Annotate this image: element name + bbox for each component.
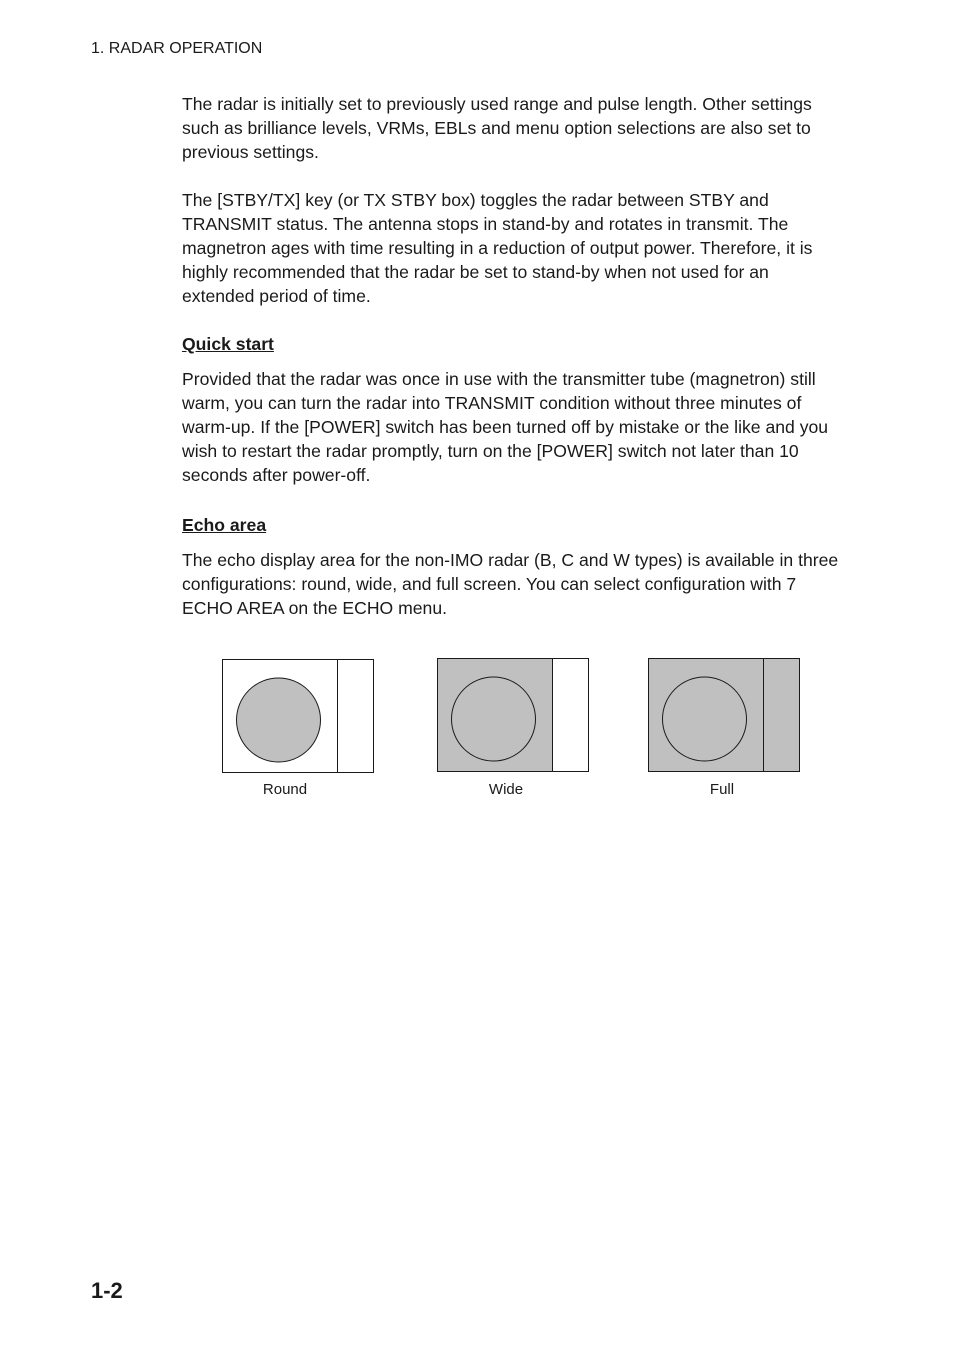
round-label: Round (262, 781, 308, 798)
full-label: Full (709, 781, 735, 798)
echo-area-paragraph: The echo display area for the non-IMO radar (B, C and W types) is available in three configurations: round, wide, and full screen. You can select configuration with 7 ECHO AREA on the ECHO menu. (182, 550, 839, 618)
wide-label: Wide (488, 781, 524, 798)
quick-start-paragraph: Provided that the radar was once in use with the transmitter tube (magnetron) still warm, you can turn the radar into TRANSMIT condition without three minutes of warm-up. If the [POWER] switch has been turned off by mistake or the like and you wish to restart the radar promptly, turn on the [POWER] switch not later than 10 seconds after power-off. (182, 369, 829, 485)
round-echo-circle (237, 678, 321, 762)
running-head: 1. RADAR OPERATION (91, 40, 263, 57)
intro-paragraph: The radar is initially set to previously used range and pulse length. Other settings such as brilliance levels, VRMs, EBLs and menu option selections are also set to previous settings. (182, 94, 812, 162)
page-number: 1-2 (91, 1278, 123, 1303)
round-diagram (223, 660, 374, 773)
stby-tx-paragraph: The [STBY/TX] key (or TX STBY box) toggles the radar between STBY and TRANSMIT status. The antenna stops in stand-by and rotates in transmit. The magnetron ages with time resulting in a reduction of output power. Therefore, it is highly recommended that the radar be set to stand-by when not used for an extended period of time. (182, 190, 813, 306)
wide-diagram (438, 659, 589, 772)
full-echo-circle (663, 677, 747, 761)
full-diagram (649, 659, 800, 772)
echo-area-heading: Echo area (182, 515, 267, 535)
wide-echo-circle (452, 677, 536, 761)
quick-start-heading: Quick start (182, 334, 274, 354)
